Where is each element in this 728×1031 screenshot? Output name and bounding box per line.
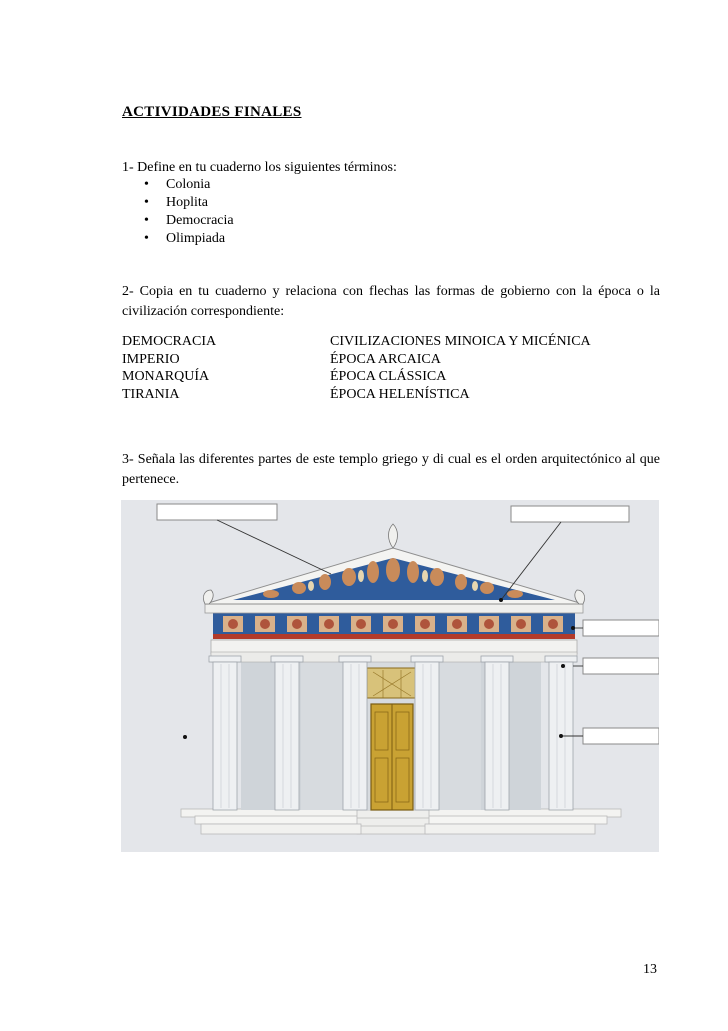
period: ÉPOCA HELENÍSTICA — [330, 386, 470, 402]
temple-frieze — [213, 612, 575, 639]
periods-column — [330, 333, 591, 403]
bullet-icon: • — [144, 213, 149, 228]
bullet-icon: • — [144, 195, 149, 210]
government-form: TIRANIA — [122, 386, 180, 402]
government-form: MONARQUÍA — [122, 369, 210, 384]
period: ÉPOCA ARCAICA — [330, 351, 441, 367]
page-title: ACTIVIDADES FINALES — [122, 104, 302, 120]
terms-list — [122, 176, 234, 248]
list-item: • Colonia — [144, 177, 211, 192]
bullet-icon: • — [144, 231, 149, 246]
government-form: IMPERIO — [122, 351, 180, 367]
list-item: • Hoplita — [144, 195, 208, 210]
period: CIVILIZACIONES MINOICA Y MICÉNICA — [330, 334, 591, 349]
period: ÉPOCA CLÁSSICA — [330, 369, 447, 384]
temple-steps — [181, 809, 621, 834]
bullet-icon: • — [144, 177, 149, 192]
question-3-prompt: 3- Señala las diferentes partes de este templo griego y di cual es el orden arquitectónico al que pertenece. — [122, 452, 660, 487]
list-item: • Olimpiada — [144, 231, 226, 246]
list-item: • Democracia — [144, 213, 234, 228]
government-form: DEMOCRACIA — [122, 334, 217, 349]
government-forms-column — [122, 333, 216, 403]
page-number: 13 — [643, 962, 657, 977]
temple-illustration — [121, 500, 659, 852]
question-1-prompt: 1- Define en tu cuaderno los siguientes términos: — [122, 160, 397, 175]
question-2-prompt: 2- Copia en tu cuaderno y relaciona con flechas las formas de gobierno con la época o la civilización correspondiente: — [122, 284, 660, 319]
